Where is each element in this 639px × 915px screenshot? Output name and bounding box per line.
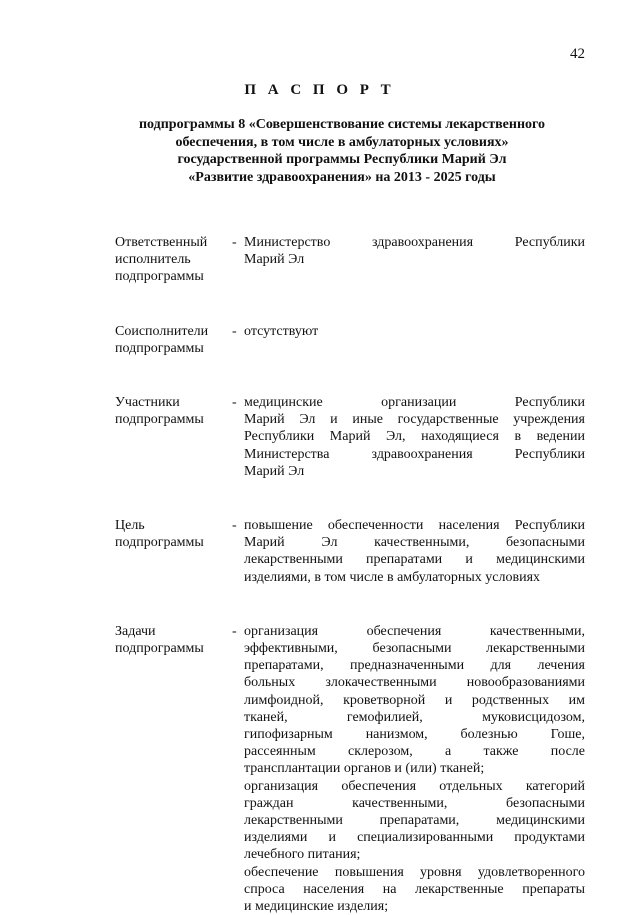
subtitle-line: обеспечения, в том числе в амбулаторных условиях» bbox=[175, 134, 509, 150]
document-title: П А С П О Р Т bbox=[244, 82, 395, 98]
row-label-line: подпрограммы bbox=[115, 412, 204, 428]
row-value bbox=[244, 623, 585, 915]
passport-row bbox=[115, 623, 585, 915]
row-value-line: отсутствуют bbox=[244, 323, 319, 339]
row-value-line: лечебного питания; bbox=[244, 847, 361, 863]
row-label bbox=[115, 517, 232, 551]
row-value-line: больных злокачественными новообразованиями bbox=[244, 675, 585, 691]
row-value-line: Министерство здравоохранения Республики bbox=[244, 235, 585, 250]
row-label-line: подпрограммы bbox=[115, 269, 204, 285]
row-label-line: Участники bbox=[115, 395, 180, 411]
row-label-line: Соисполнители bbox=[115, 323, 209, 339]
passport-table bbox=[115, 234, 585, 915]
subtitle-line: государственной программы Республики Марий Эл bbox=[177, 152, 507, 167]
row-value-line: организация обеспечения отдельных категорий bbox=[244, 778, 585, 794]
row-label-line: подпрограммы bbox=[115, 535, 204, 551]
row-value-line: лекарственными препаратами и медицинскими bbox=[244, 552, 585, 568]
row-value bbox=[244, 323, 585, 340]
row-value-line: Марий Эл bbox=[244, 463, 305, 479]
row-label bbox=[115, 394, 232, 428]
row-label bbox=[115, 234, 232, 286]
row-value-line: Марий Эл и иные государственные учреждения bbox=[244, 412, 585, 428]
row-value-line: организация обеспечения качественными, bbox=[244, 623, 585, 639]
row-dash: - bbox=[232, 623, 237, 639]
row-value-line: медицинские организации Республики bbox=[244, 395, 585, 411]
row-value-line: обеспечение повышения уровня удовлетворенного bbox=[244, 864, 585, 880]
row-label-line: Задачи bbox=[115, 623, 156, 639]
subtitle-line: подпрограммы 8 «Совершенствование системы лекарственного bbox=[138, 117, 546, 132]
row-value-line: трансплантации органов и (или) тканей; bbox=[244, 761, 485, 777]
row-value-line: рассеянным склерозом, а также после bbox=[244, 744, 585, 760]
row-value-line: граждан качественными, безопасными bbox=[244, 795, 585, 811]
row-value-line: Министерства здравоохранения Республики bbox=[244, 446, 585, 462]
row-value-line: лимфоидной, кроветворной и родственных им bbox=[244, 692, 585, 708]
row-value-line: изделиями и специализированными продуктами bbox=[244, 830, 585, 846]
passport-row bbox=[115, 234, 585, 286]
passport-row bbox=[115, 323, 585, 357]
passport-row bbox=[115, 394, 585, 480]
row-dash: - bbox=[232, 323, 237, 339]
row-value-line: спроса населения на лекарственные препараты bbox=[244, 881, 585, 897]
row-label-line: исполнитель bbox=[115, 252, 191, 268]
row-label-line: Ответственный bbox=[115, 235, 208, 250]
row-dash: - bbox=[232, 518, 237, 534]
row-value bbox=[244, 394, 585, 480]
subtitle-line: «Развитие здравоохранения» на 2013 - 2025 годы bbox=[188, 169, 496, 185]
row-value-line: препаратами, предназначенными для лечения bbox=[244, 658, 585, 674]
row-value-line: Марий Эл качественными, безопасными bbox=[244, 535, 585, 551]
row-value-line: лекарственными препаратами, медицинскими bbox=[244, 813, 585, 829]
row-label bbox=[115, 323, 232, 357]
row-dash: - bbox=[232, 235, 237, 250]
row-value-line: эффективными, безопасными лекарственными bbox=[244, 641, 585, 657]
page-number: 42 bbox=[570, 46, 585, 62]
row-label-line: подпрограммы bbox=[115, 340, 204, 356]
row-value-line: повышение обеспеченности населения Республики bbox=[244, 518, 585, 534]
row-value bbox=[244, 234, 585, 268]
row-value-line: гипофизарным нанизмом, болезнью Гоше, bbox=[244, 727, 585, 743]
row-value-line: изделиями, в том числе в амбулаторных условиях bbox=[244, 569, 541, 585]
passport-row bbox=[115, 517, 585, 586]
row-label-line: подпрограммы bbox=[115, 641, 204, 657]
document-subtitle bbox=[100, 116, 584, 186]
row-value-line: Марий Эл bbox=[244, 252, 305, 268]
row-value-line: тканей, гемофилией, муковисцидозом, bbox=[244, 709, 585, 725]
row-value-line: и медицинские изделия; bbox=[244, 899, 389, 915]
row-label bbox=[115, 623, 232, 657]
row-value-line: Республики Марий Эл, находящиеся в ведении bbox=[244, 429, 585, 445]
row-label-line: Цель bbox=[115, 518, 145, 534]
row-value bbox=[244, 517, 585, 586]
row-dash: - bbox=[232, 395, 237, 411]
